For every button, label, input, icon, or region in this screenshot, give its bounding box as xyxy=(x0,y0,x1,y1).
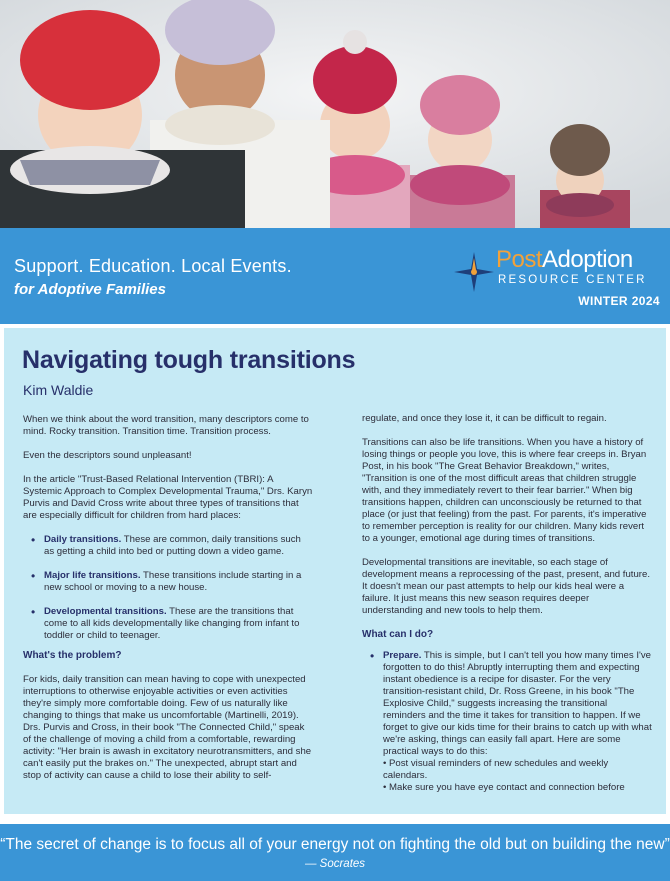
issue-season: WINTER 2024 xyxy=(578,294,660,308)
bullet-head: Developmental transitions. xyxy=(44,606,167,617)
article-title: Navigating tough transitions xyxy=(22,346,356,374)
hero-photo xyxy=(0,0,670,228)
bullet-major xyxy=(23,570,313,594)
logo-part-adoption: Adoption xyxy=(542,246,633,273)
tagline: Support. Education. Local Events. xyxy=(14,256,292,276)
logo-part-post: Post xyxy=(496,246,543,273)
article-column-right xyxy=(362,413,652,794)
children-winter-illustration xyxy=(0,0,670,228)
sub-bullet: • Make sure you have eye contact and connection before xyxy=(383,782,625,793)
bullet-text: This is simple, but I can't tell you how many times I've forgotten to do this! Abruptly interrupting them and expecting instant obedience is a recipe for disaster. For the very transition-resistant child, Dr. Ross Greene, in his book "The Explosive Child," suggests increasing the transitional reminders and the time it takes for transition to happen. If we forget to give our kids time for their brains to catch up with what we're asking, things can easily fall apart. Here are some practical ways to do this: xyxy=(383,650,652,757)
paragraph: Developmental transitions are inevitable, so each stage of development means a reprocessing of the past, present, and future. It doesn't mean our past attempts to help our kids heal were a failure. It just means this new season requires deeper understanding and new tools to help them. xyxy=(362,557,650,616)
sub-bullet: • Post visual reminders of new schedules and weekly calendars. xyxy=(383,758,609,781)
section-heading: What can I do? xyxy=(362,629,434,640)
bullet-text: These transitions include starting in a new school or moving to a new house. xyxy=(44,570,302,593)
paragraph: Transitions can also be life transitions. When you have a history of losing things or people you love, this is where fear creeps in. Bryan Post, in his book "The Great Behavior Breakdown," writes, "Transition is one of the most difficult areas that children struggle with, and they immediately revert to their fear barrier." When big transitions happen, children can unconsciously be returned to that place (or just that feeling) from the past. For parents, it's imperative to remember perception is reality for our children. Many kids revert to a younger, emotional age during times of transitions. xyxy=(362,437,647,544)
bullet-head: Major life transitions. xyxy=(44,570,141,581)
article-column-left xyxy=(23,414,313,782)
quote-text: “The secret of change is to focus all of your energy not on fighting the old but on building the new” xyxy=(0,836,670,853)
paragraph: When we think about the word transition, many descriptors come to mind. Rocky transition. Transition time. Transition process. xyxy=(23,414,309,437)
organization-logo xyxy=(452,244,662,314)
bullet-daily xyxy=(23,534,313,558)
logo-subtitle: RESOURCE CENTER xyxy=(498,274,647,286)
paragraph: Even the descriptors sound unpleasant! xyxy=(23,450,192,461)
bullet-prepare xyxy=(362,650,652,758)
logo-title xyxy=(496,246,633,274)
bullet-head: Prepare. xyxy=(383,650,422,661)
bullet-text: These are the transitions that come to all kids developmentally like changing from infant to toddler or child to teenager. xyxy=(44,606,300,641)
subtagline: for Adoptive Families xyxy=(14,281,166,298)
article-author: Kim Waldie xyxy=(23,382,94,398)
bullet-text: These are common, daily transitions such as getting a child into bed or putting down a video game. xyxy=(44,534,301,557)
bullet-developmental xyxy=(23,606,313,642)
quote-author: — Socrates xyxy=(304,858,366,870)
paragraph: For kids, daily transition can mean having to cope with unexpected interruptions to otherwise enjoyable activities or even activities they're simply more comfortable doing. Few of us naturally like changing to things that make us uncomfortable (Martinelli, 2019). Drs. Purvis and Cross, in their book "The Connected Child," speak of the challenge of moving a child from a comfortable, rewarding activity: "Her brain is awash in excitatory neurotransmitters, and she can't easily put the brakes on." The unexpected, abrupt start and stop of activity can cause a child to lose their ability to self- xyxy=(23,674,312,781)
paragraph: regulate, and once they lose it, it can be difficult to regain. xyxy=(362,413,607,424)
bullet-head: Daily transitions. xyxy=(44,534,122,545)
section-heading: What's the problem? xyxy=(23,650,122,661)
compass-star-icon xyxy=(454,252,494,292)
paragraph: In the article "Trust-Based Relational Intervention (TBRI): A Systemic Approach to Complex Developmental Trauma," Drs. Karyn Purvis and David Cross write about three types of transitions that are especially difficult for children from hard places: xyxy=(23,474,313,521)
